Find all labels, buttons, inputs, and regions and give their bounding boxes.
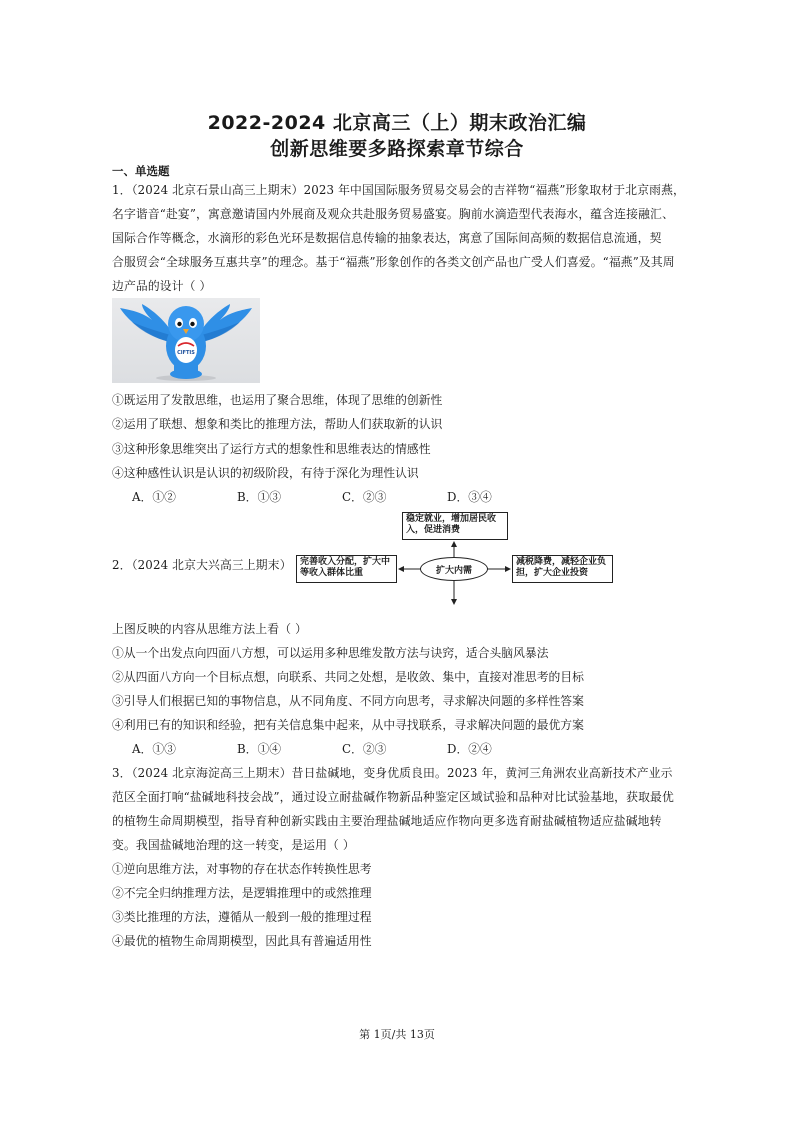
choice-a[interactable]: A．①② xyxy=(132,490,176,504)
choice-d[interactable]: D．②④ xyxy=(447,742,492,756)
choice-c[interactable]: C．②③ xyxy=(342,490,387,504)
mascot-image xyxy=(112,298,260,383)
choice-d[interactable]: D．③④ xyxy=(447,490,492,504)
q2-stem: 2．（2024 北京大兴高三上期末） xyxy=(112,558,292,572)
q3-option: ③类比推理的方法，遵循从一般到一般的推理过程 xyxy=(112,910,372,924)
q2-option: ③引导人们根据已知的事物信息，从不同角度、不同方向思考，寻求解决问题的多样性答案 xyxy=(112,694,584,708)
q1-option: ③这种形象思维突出了运行方式的想象性和思维表达的情感性 xyxy=(112,442,431,456)
q3-option: ①逆向思维方法，对事物的存在状态作转换性思考 xyxy=(112,862,372,876)
q1-stem-line: 合服贸会“全球服务互惠共享”的理念。基于“福燕”形象创作的各类文创产品也广受人们喜爱。“福燕”及其周 xyxy=(112,255,675,269)
choice-c[interactable]: C．②③ xyxy=(342,742,387,756)
choice-b[interactable]: B．①③ xyxy=(237,490,282,504)
choice-a[interactable]: A．①③ xyxy=(132,742,176,756)
demand-diagram xyxy=(296,512,616,606)
diagram-box-top: 稳定就业，增加居民收入，促进消费 xyxy=(402,512,508,540)
document-title-line1: 2022-2024 北京高三（上）期末政治汇编 xyxy=(207,112,587,134)
q1-stem-line: 1．（2024 北京石景山高三上期末）2023 年中国国际服务贸易交易会的吉祥物“福燕”形象取材于北京雨燕， xyxy=(112,183,685,197)
q1-choices xyxy=(132,488,552,505)
q3-option: ④最优的植物生命周期模型，因此具有普遍适用性 xyxy=(112,934,372,948)
diagram-box-right: 减税降费，减轻企业负担，扩大企业投资 xyxy=(512,555,613,583)
q2-option: ①从一个出发点向四面八方想，可以运用多种思维发散方法与诀窍，适合头脑风暴法 xyxy=(112,646,549,660)
q3-option: ②不完全归纳推理方法，是逻辑推理中的或然推理 xyxy=(112,886,372,900)
page-number: 第 1页/共 13页 xyxy=(359,1028,435,1041)
q3-stem-line: 的植物生命周期模型，指导育种创新实践由主要治理盐碱地适应作物向更多选育耐盐碱植物适应盐碱地转 xyxy=(112,814,662,828)
q3-stem-line: 3．（2024 北京海淀高三上期末）昔日盐碱地，变身优质良田。2023 年，黄河三角洲农业高新技术产业示 xyxy=(112,766,673,780)
diagram-box-left: 完善收入分配，扩大中等收入群体比重 xyxy=(296,555,397,583)
q1-option: ②运用了联想、想象和类比的推理方法，帮助人们获取新的认识 xyxy=(112,417,443,431)
fuyan-mascot-illustration xyxy=(112,298,260,383)
q3-stem-line: 范区全面打响“盐碱地科技会战”，通过设立耐盐碱作物新品种鉴定区域试验和品种对比试验基地，获取最优 xyxy=(112,790,674,804)
q2-question: 上图反映的内容从思维方法上看（ ） xyxy=(112,622,308,636)
q3-stem-line: 变。我国盐碱地治理的这一转变，是运用（ ） xyxy=(112,838,355,852)
q2-option: ②从四面八方向一个目标点想，向联系、共同之处想，是收敛、集中，直接对准思考的目标 xyxy=(112,670,584,684)
q2-choices xyxy=(132,740,552,757)
mascot-badge-text: CIFTIS xyxy=(177,350,195,356)
q1-stem-line: 边产品的设计（ ） xyxy=(112,279,212,293)
diagram-center-ellipse: 扩大内需 xyxy=(420,557,488,581)
q1-stem-line: 国际合作等概念，水滴形的彩色光环是数据信息传输的抽象表达，寓意了国际间高频的数据信息流通，契 xyxy=(112,231,662,245)
document-title-line2: 创新思维要多路探索章节综合 xyxy=(270,138,524,160)
q1-option: ①既运用了发散思维，也运用了聚合思维，体现了思维的创新性 xyxy=(112,393,443,407)
choice-b[interactable]: B．①④ xyxy=(237,742,282,756)
q1-option: ④这种感性认识是认识的初级阶段，有待于深化为理性认识 xyxy=(112,466,419,480)
section-heading: 一、单选题 xyxy=(112,164,170,178)
q1-stem-line: 名字谐音“赴宴”，寓意邀请国内外展商及观众共赴服务贸易盛宴。胸前水滴造型代表海水，蕴含连接融汇、 xyxy=(112,207,674,221)
q2-option: ④利用已有的知识和经验，把有关信息集中起来，从中寻找联系，寻求解决问题的最优方案 xyxy=(112,718,584,732)
